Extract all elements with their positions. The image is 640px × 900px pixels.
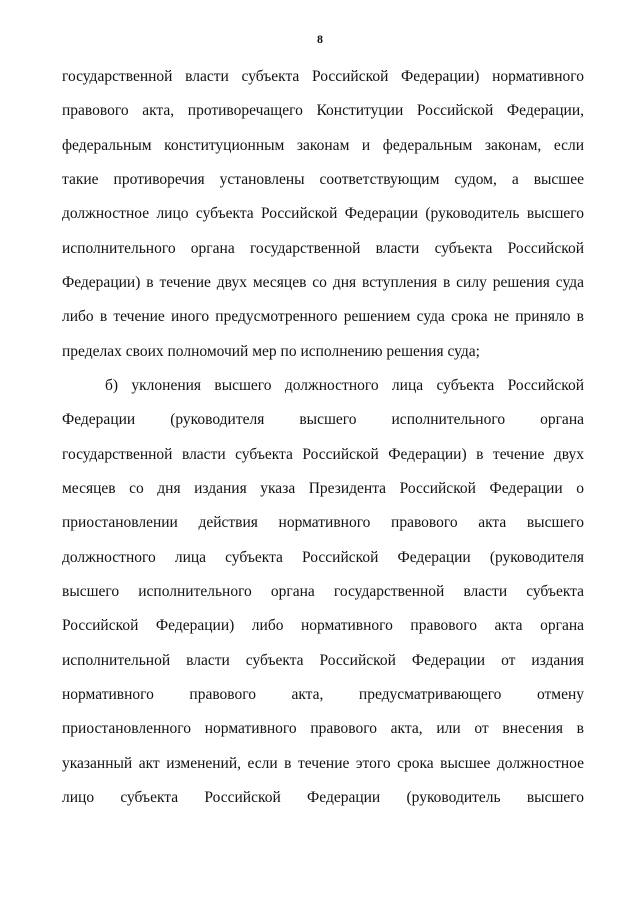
text-line: лицо субъекта Российской Федерации (руководитель высшего <box>62 789 584 806</box>
text-line: приостановленного нормативного правового акта, или от внесения в <box>62 720 584 737</box>
text-line: Российской Федерации) либо нормативного правового акта органа <box>62 617 584 634</box>
text-line: должностное лицо субъекта Российской Федерации (руководитель высшего <box>62 205 584 222</box>
text-line: Федерации) в течение двух месяцев со дня вступления в силу решения суда <box>62 274 584 291</box>
text-line: Федерации (руководителя высшего исполнительного органа <box>62 411 584 428</box>
text-line: исполнительной власти субъекта Российской Федерации от издания <box>62 652 584 669</box>
text-line: правового акта, противоречащего Конституции Российской Федерации, <box>62 102 584 119</box>
text-line: государственной власти субъекта Российской Федерации) в течение двух <box>62 446 584 463</box>
text-line: высшего исполнительного органа государственной власти субъекта <box>62 583 584 600</box>
text-line: месяцев со дня издания указа Президента Российской Федерации о <box>62 480 584 497</box>
paragraph-first-line: б) уклонения высшего должностного лица субъекта Российской <box>105 377 584 394</box>
text-line: государственной власти субъекта Российской Федерации) нормативного <box>62 68 584 85</box>
text-line: пределах своих полномочий мер по исполнению решения суда; <box>62 343 480 360</box>
text-line: либо в течение иного предусмотренного решением суда срока не приняло в <box>62 308 584 325</box>
text-line: такие противоречия установлены соответствующим судом, а высшее <box>62 171 584 188</box>
text-line: федеральным конституционным законам и федеральным законам, если <box>62 137 584 154</box>
text-line: указанный акт изменений, если в течение этого срока высшее должностное <box>62 755 584 772</box>
text-line: нормативного правового акта, предусматривающего отмену <box>62 686 584 703</box>
text-line: исполнительного органа государственной власти субъекта Российской <box>62 240 584 257</box>
page-number: 8 <box>317 32 323 46</box>
text-line: приостановлении действия нормативного правового акта высшего <box>62 514 584 531</box>
text-line: должностного лица субъекта Российской Федерации (руководителя <box>62 549 584 566</box>
